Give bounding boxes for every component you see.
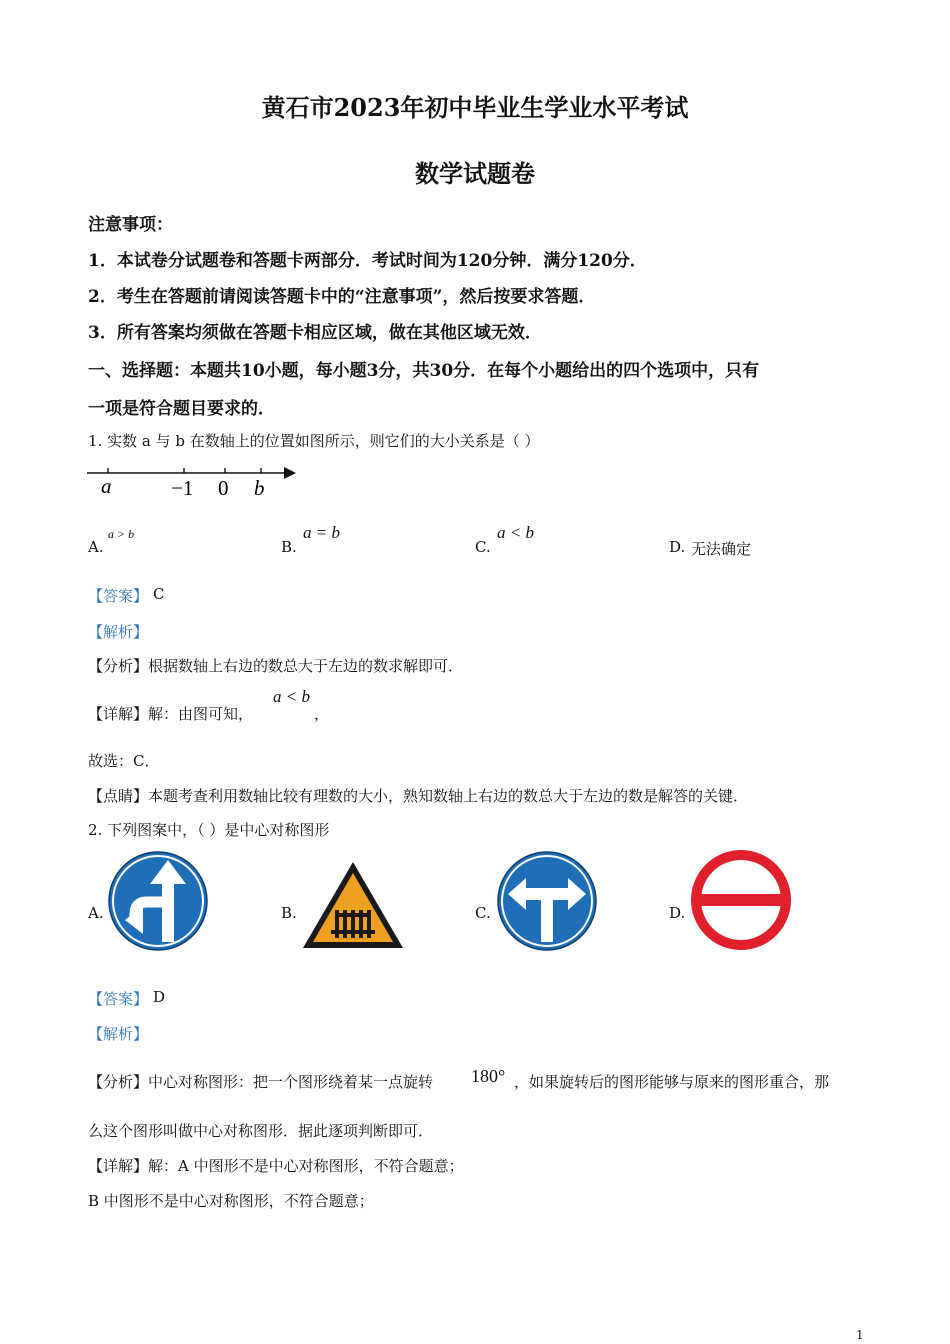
q1-answer-tag: 【答案】 xyxy=(88,587,149,605)
q1-option-c-label: C. xyxy=(475,538,491,556)
left-or-right-turn-sign-icon xyxy=(496,850,598,952)
q1-analysis-tag: 【解析】 xyxy=(88,623,149,641)
number-line-arrow-icon xyxy=(284,467,296,479)
q1-guxuan: 故选：C． xyxy=(88,752,160,770)
q1-fenxi: 【分析】根据数轴上右边的数总大于左边的数求解即可． xyxy=(88,657,464,675)
q2-option-d-label: D. xyxy=(669,904,686,922)
no-entry-sign-icon xyxy=(689,848,793,952)
q1-detail-expr: a < b xyxy=(273,687,310,706)
label-b: b xyxy=(254,476,265,500)
q2-fenxi-part2: ，如果旋转后的图形能够与原来的图形重合，那 xyxy=(514,1073,830,1091)
q1-option-d-label: D. xyxy=(669,538,686,556)
notice-item-3: 3．所有答案均须做在答题卡相应区域，做在其他区域无效． xyxy=(88,323,542,343)
notice-heading: 注意事项： xyxy=(88,215,173,235)
q1-dianjing: 【点睛】本题考查利用数轴比较有理数的大小，熟知数轴上右边的数总大于左边的数是解答的关键． xyxy=(88,787,749,805)
q2-analysis-tag: 【解析】 xyxy=(88,1025,149,1043)
q2-answer-tag: 【答案】 xyxy=(88,990,149,1008)
q2-detail-2: B 中图形不是中心对称图形，不符合题意； xyxy=(88,1192,374,1210)
number-line xyxy=(84,460,304,504)
label-minus-one: −1 xyxy=(171,476,194,500)
notice-item-2: 2．考生在答题前请阅读答题卡中的“注意事项”，然后按要求答题． xyxy=(88,287,596,307)
q2-detail-1: 【详解】解：A 中图形不是中心对称图形，不符合题意； xyxy=(88,1157,464,1175)
q2-fenxi-line2: 么这个图形叫做中心对称图形．据此逐项判断即可． xyxy=(88,1122,434,1140)
q1-detail-prefix: 【详解】解：由图可知， xyxy=(88,705,254,723)
label-zero: 0 xyxy=(218,476,229,500)
q1-option-a-label: A. xyxy=(88,538,104,556)
q1-option-d-text: 无法确定 xyxy=(691,540,752,558)
exam-title: 黄石市2023年初中毕业生学业水平考试 xyxy=(261,93,689,122)
q2-answer: D xyxy=(153,988,166,1006)
notice-item-1: 1．本试卷分试题卷和答题卡两部分．考试时间为120分钟．满分120分． xyxy=(88,251,647,271)
q1-option-a-expr: a > b xyxy=(108,527,135,541)
q1-option-c-expr: a < b xyxy=(497,523,534,542)
q1-option-b-label: B. xyxy=(281,538,297,556)
page-number: 1 xyxy=(856,1328,864,1342)
q1-detail-suffix: ， xyxy=(314,705,330,723)
q2-fenxi-degree: 180° xyxy=(471,1066,506,1086)
section-heading-line2: 一项是符合题目要求的． xyxy=(88,399,275,419)
q1-stem: 1. 实数 a 与 b 在数轴上的位置如图所示，则它们的大小关系是（ ） xyxy=(88,432,540,450)
straight-or-left-turn-sign-icon xyxy=(107,850,209,952)
section-heading-line1: 一、选择题：本题共10小题，每小题3分，共30分．在每个小题给出的四个选项中，只有 xyxy=(88,361,760,381)
q2-option-c-label: C. xyxy=(475,904,491,922)
q1-answer: C xyxy=(153,585,165,603)
railroad-crossing-warning-sign-icon xyxy=(301,860,405,952)
q2-option-a-label: A. xyxy=(88,904,104,922)
q2-fenxi-part1: 【分析】中心对称图形：把一个图形绕着某一点旋转 xyxy=(88,1073,434,1091)
q2-option-b-label: B. xyxy=(281,904,297,922)
q2-stem: 2. 下列图案中，（ ）是中心对称图形 xyxy=(88,821,330,839)
q1-option-b-expr: a = b xyxy=(303,523,340,542)
label-a: a xyxy=(101,474,112,498)
paper-subtitle: 数学试题卷 xyxy=(415,159,535,188)
